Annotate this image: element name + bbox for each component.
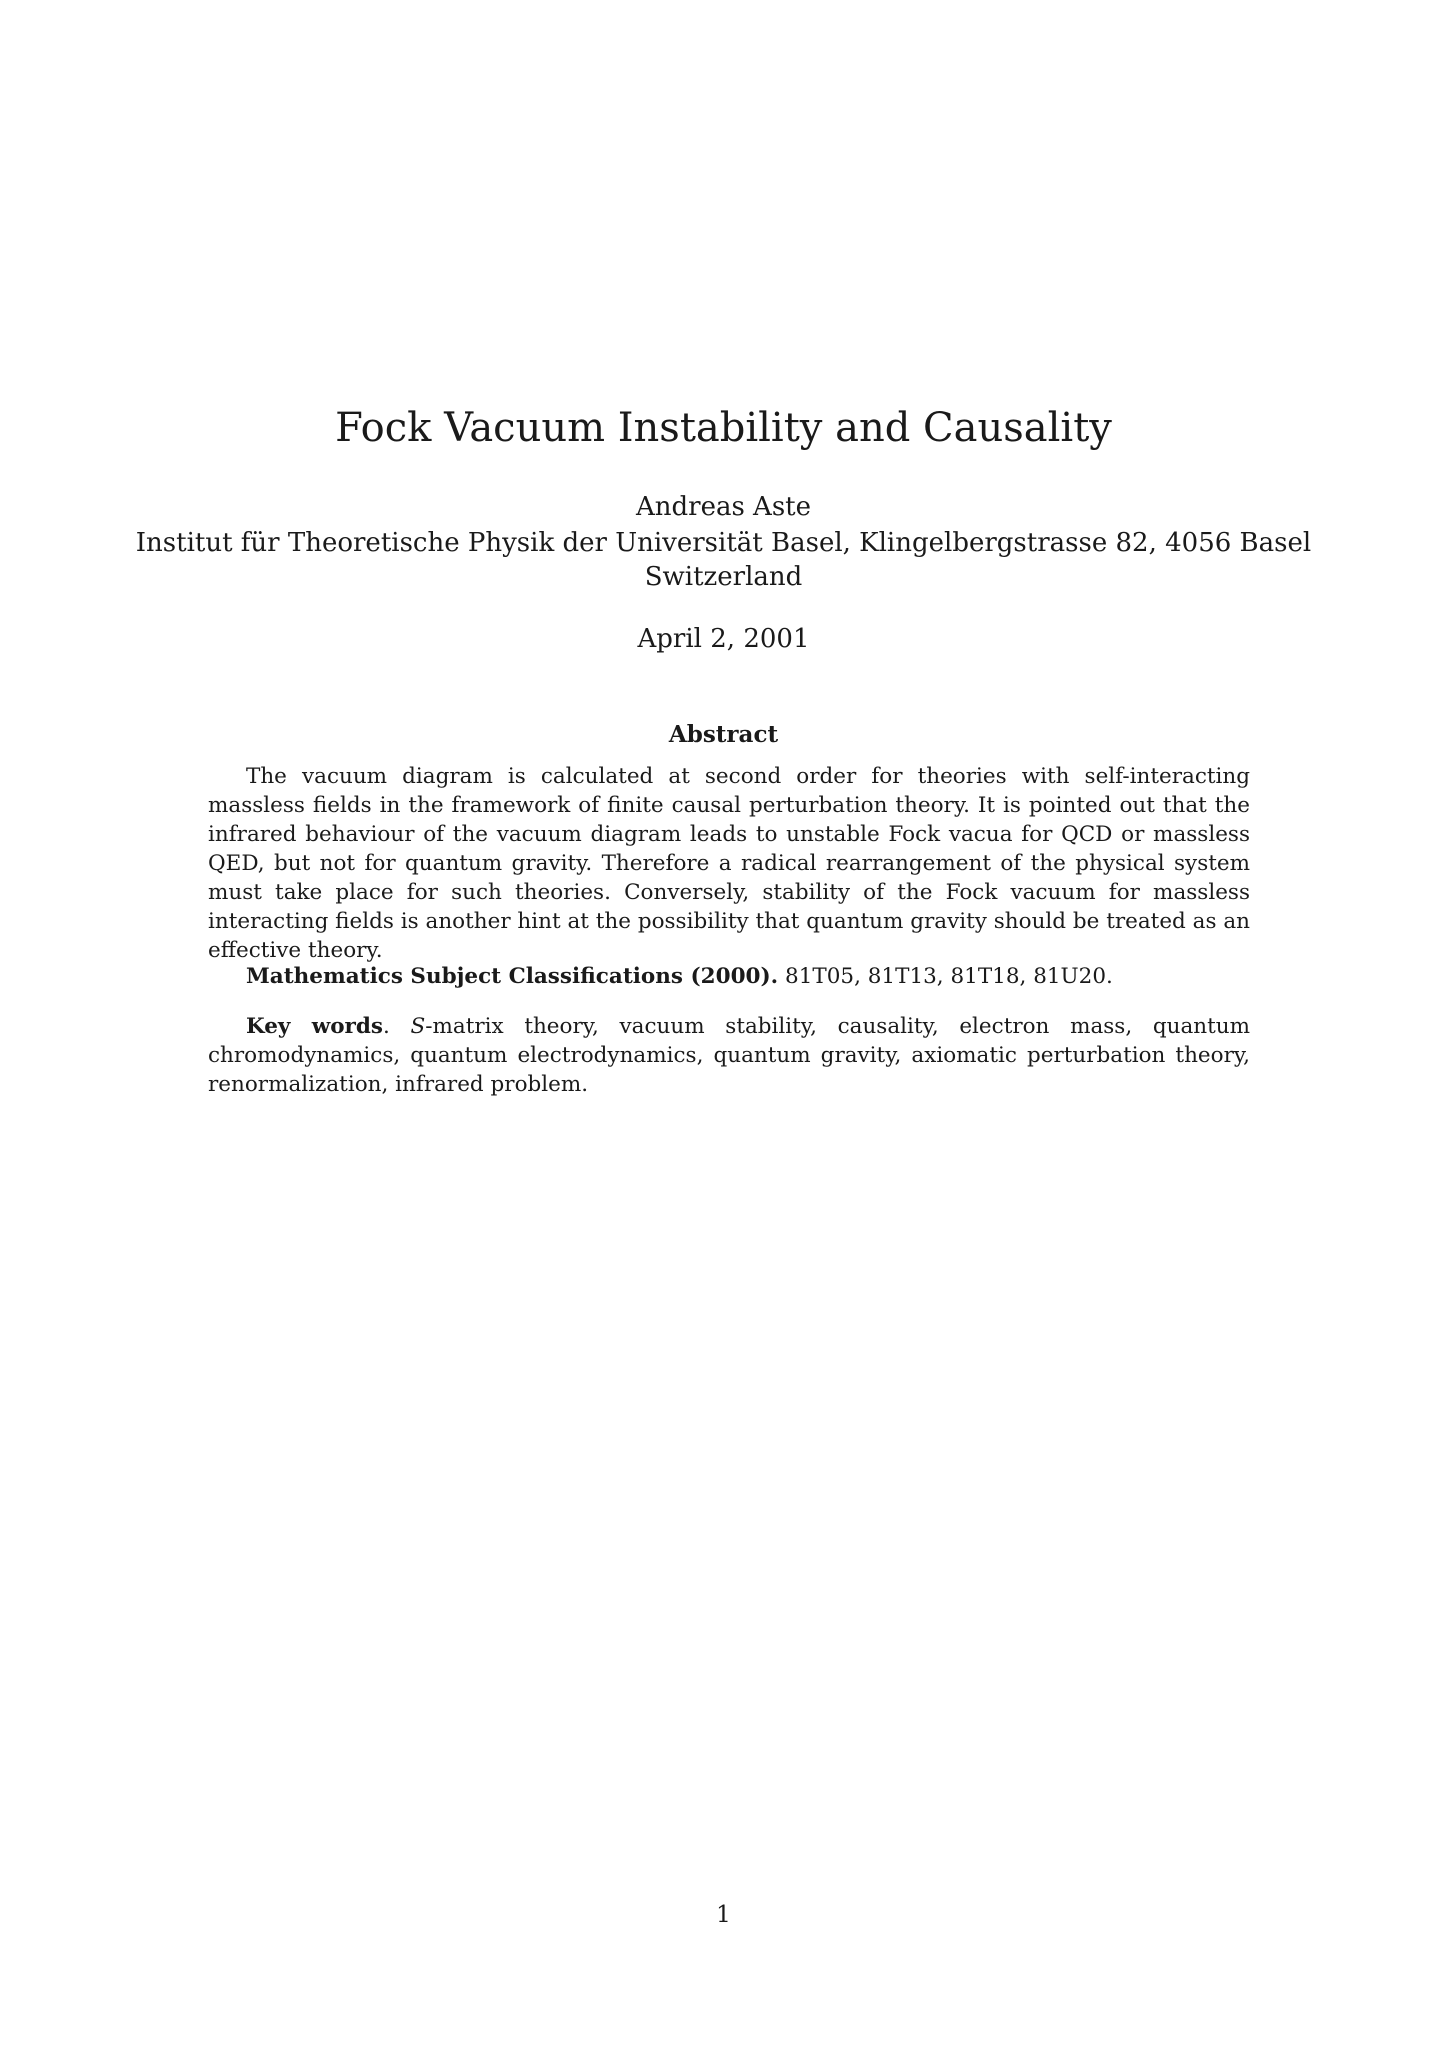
author-affiliation (0, 526, 1447, 594)
keywords (208, 1012, 1250, 1099)
affiliation-country: Switzerland (644, 562, 803, 592)
keywords-separator: . (383, 1014, 390, 1039)
msc-codes: 81T05, 81T13, 81T18, 81U20. (785, 964, 1113, 989)
msc-classification (208, 962, 1250, 991)
publication-date: April 2, 2001 (637, 624, 810, 654)
author-name: Andreas Aste (635, 492, 812, 522)
abstract-body: The vacuum diagram is calculated at second order for theories with self-interacting massless fields in the framework of finite causal perturbation theory. It is pointed out that the infrared behaviour of the vacuum diagram leads to unstable Fock vacua for QCD or massless QED, but not for quantum gravity. Therefore a radical rearrangement of the physical system must take place for such theories. Conversely, stability of the Fock vacuum for massless interacting fields is another hint at the possibility that quantum gravity should be treated as an effective theory. (208, 764, 1250, 963)
page-number: 1 (716, 1902, 731, 1928)
abstract-heading: Abstract (668, 721, 779, 748)
keywords-text: -matrix theory, vacuum stability, causality, electron mass, quantum chromodynamics, quantum electrodynamics, quantum gravity, axiomatic perturbation theory, renormalization, infrared problem. (208, 1014, 1250, 1097)
paper-title: Fock Vacuum Instability and Causality (335, 405, 1112, 451)
keywords-label: Key words (246, 1014, 384, 1039)
affiliation-line: Institut für Theoretische Physik der Universität Basel, Klingelbergstrasse 82, 4056 Basel (135, 528, 1312, 558)
msc-label: Mathematics Subject Classifications (2000). (246, 964, 779, 989)
keywords-s-symbol: S (410, 1014, 426, 1039)
